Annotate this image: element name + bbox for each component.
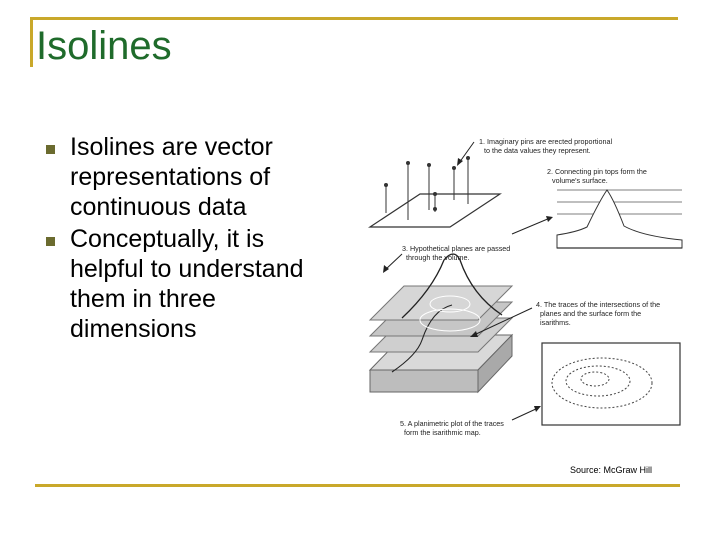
caption-1-line-1: 1. Imaginary pins are erected proportional [479,137,613,146]
isoline-diagram [362,130,692,440]
frame-bottom-rule [35,484,680,487]
frame-left-rule [30,17,33,67]
frame-top-rule [30,17,678,20]
square-bullet-icon [46,237,55,246]
arrow-3 [385,254,402,270]
bullet-item [44,132,344,222]
slide-title: Isolines [36,24,172,68]
caption-2-line-1: 2. Connecting pin tops form the [547,167,647,176]
arrow-3-head-icon [383,265,389,273]
square-bullet-icon [46,145,55,154]
arrow-2-head-icon [546,216,553,222]
caption-4-line-2: planes and the surface form the [540,309,642,318]
bullet-item [44,224,344,344]
caption-4-line-3: isarithms. [540,318,571,327]
caption-3-line-2: through the volume. [406,253,470,262]
arrow-1 [459,142,474,163]
arrow-5 [512,408,538,420]
bullet-list [44,132,344,346]
caption-3-line-1: 3. Hypothetical planes are passed [402,244,511,253]
caption-1-line-2: to the data values they represent. [484,146,591,155]
isarithmic-map [542,343,680,425]
bullet-text: Isolines are vector representations of continuous data [70,133,273,221]
arrow-5-head-icon [534,406,541,412]
arrow-2 [512,218,550,234]
caption-5-line-1: 5. A planimetric plot of the traces [400,419,504,428]
surface-profile [557,190,682,248]
caption-5-line-2: form the isarithmic map. [404,428,481,437]
layered-volume [370,254,512,392]
caption-4-line-1: 4. The traces of the intersections of the [536,300,661,309]
pin-plane [370,156,500,227]
source-credit: Source: McGraw Hill [570,465,653,475]
bullet-text: Conceptually, it is helpful to understand them in three dimensions [70,225,304,343]
caption-2-line-2: volume's surface. [552,176,608,185]
